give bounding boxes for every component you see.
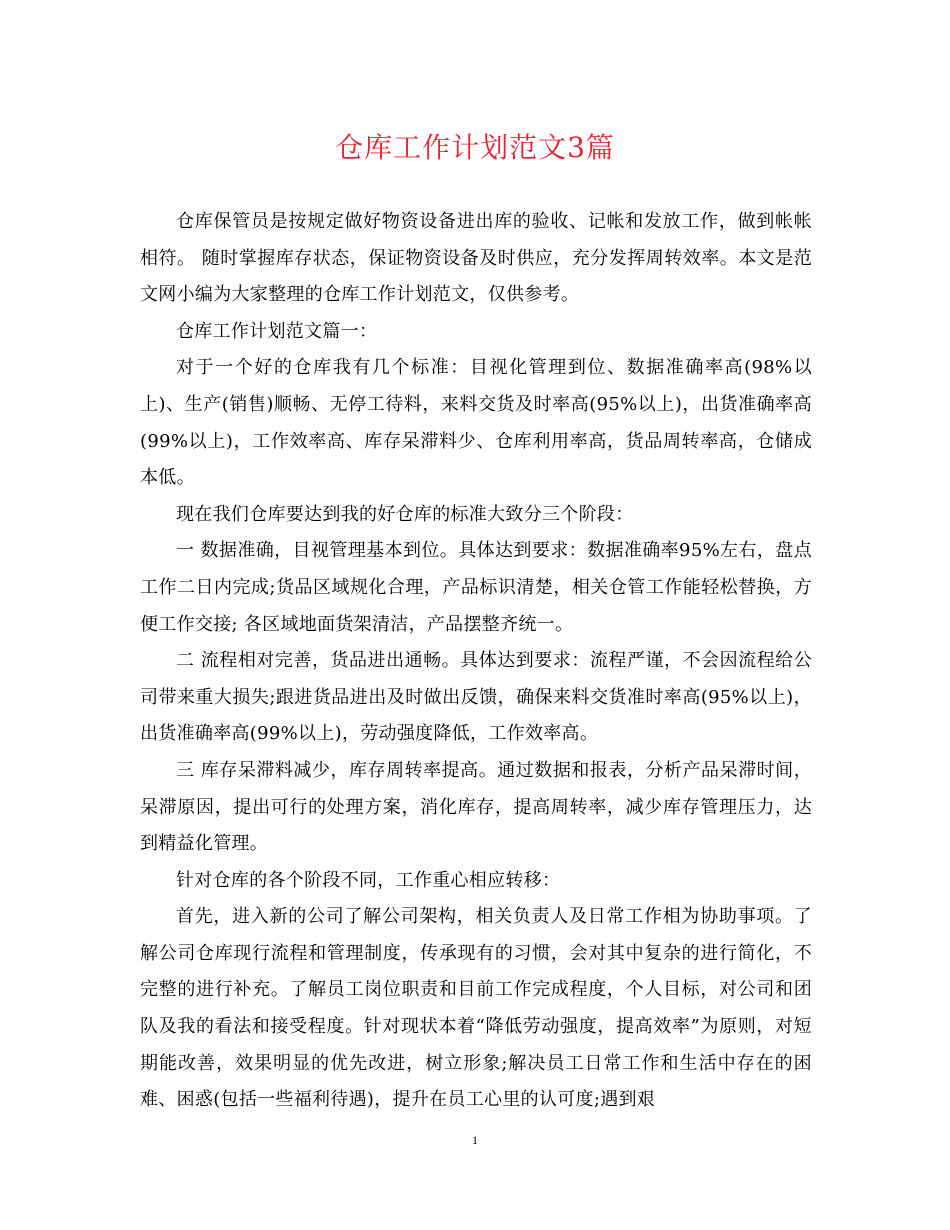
paragraph-focus-shift: 针对仓库的各个阶段不同，工作重心相应转移： bbox=[176, 869, 561, 891]
paragraph-standards: 对于一个好的仓库我有几个标准：目视化管理到位、数据准确率高(98%以上)、生产(销售)顺畅、无停工待料，来料交货及时率高(95%以上)，出货准确率高(99%以上)，工作效率高、库存呆滞料少、仓库利用率高，货品周转率高，仓储成本低。 bbox=[140, 357, 812, 489]
document-title: 仓库工作计划范文3篇 bbox=[335, 131, 615, 164]
paragraph-intro: 仓库保管员是按规定做好物资设备进出库的验收、记帐和发放工作，做到帐帐相符。 随时掌握库存状态，保证物资设备及时供应，充分发挥周转效率。本文是范文网小编为大家整理的仓库工作计划范文，仅供参考。 bbox=[140, 211, 812, 306]
paragraph-stage-three: 三 库存呆滞料减少，库存周转率提高。通过数据和报表，分析产品呆滞时间，呆滞原因，提出可行的处理方案，消化库存，提高周转率，减少库存管理压力，达到精益化管理。 bbox=[140, 759, 812, 855]
page-number: 1 bbox=[472, 1133, 478, 1147]
paragraph-stage-two: 二 流程相对完善，货品进出通畅。具体达到要求：流程严谨，不会因流程给公司带来重大损失;跟进货品进出及时做出反馈，确保来料交货准时率高(95%以上)，出货准确率高(99%以上)，劳动强度降低，工作效率高。 bbox=[140, 650, 812, 745]
paragraph-stage-one: 一 数据准确，目视管理基本到位。具体达到要求：数据准确率95%左右，盘点工作二日内完成;货品区域规化合理，产品标识清楚，相关仓管工作能轻松替换，方便工作交接; 各区域地面货架清洁，产品摆整齐统一。 bbox=[140, 540, 812, 635]
document-body bbox=[140, 204, 812, 1119]
paragraph-stages-intro: 现在我们仓库要达到我的好仓库的标准大致分三个阶段： bbox=[176, 503, 634, 525]
paragraph-section-heading: 仓库工作计划范文篇一： bbox=[176, 320, 378, 342]
paragraph-first-step: 首先，进入新的公司了解公司架构，相关负责人及日常工作相为协助事项。了解公司仓库现行流程和管理制度，传承现有的习惯，会对其中复杂的进行简化，不完整的进行补充。了解员工岗位职责和目前工作完成程度，个人目标，对公司和团队及我的看法和接受程度。针对现状本着“降低劳动强度，提高效率”为原则，对短期能改善，效果明显的优先改进，树立形象;解决员工日常工作和生活中存在的困难、困惑(包括一些福利待遇)，提升在员工心里的认可度;遇到艰 bbox=[140, 906, 812, 1111]
